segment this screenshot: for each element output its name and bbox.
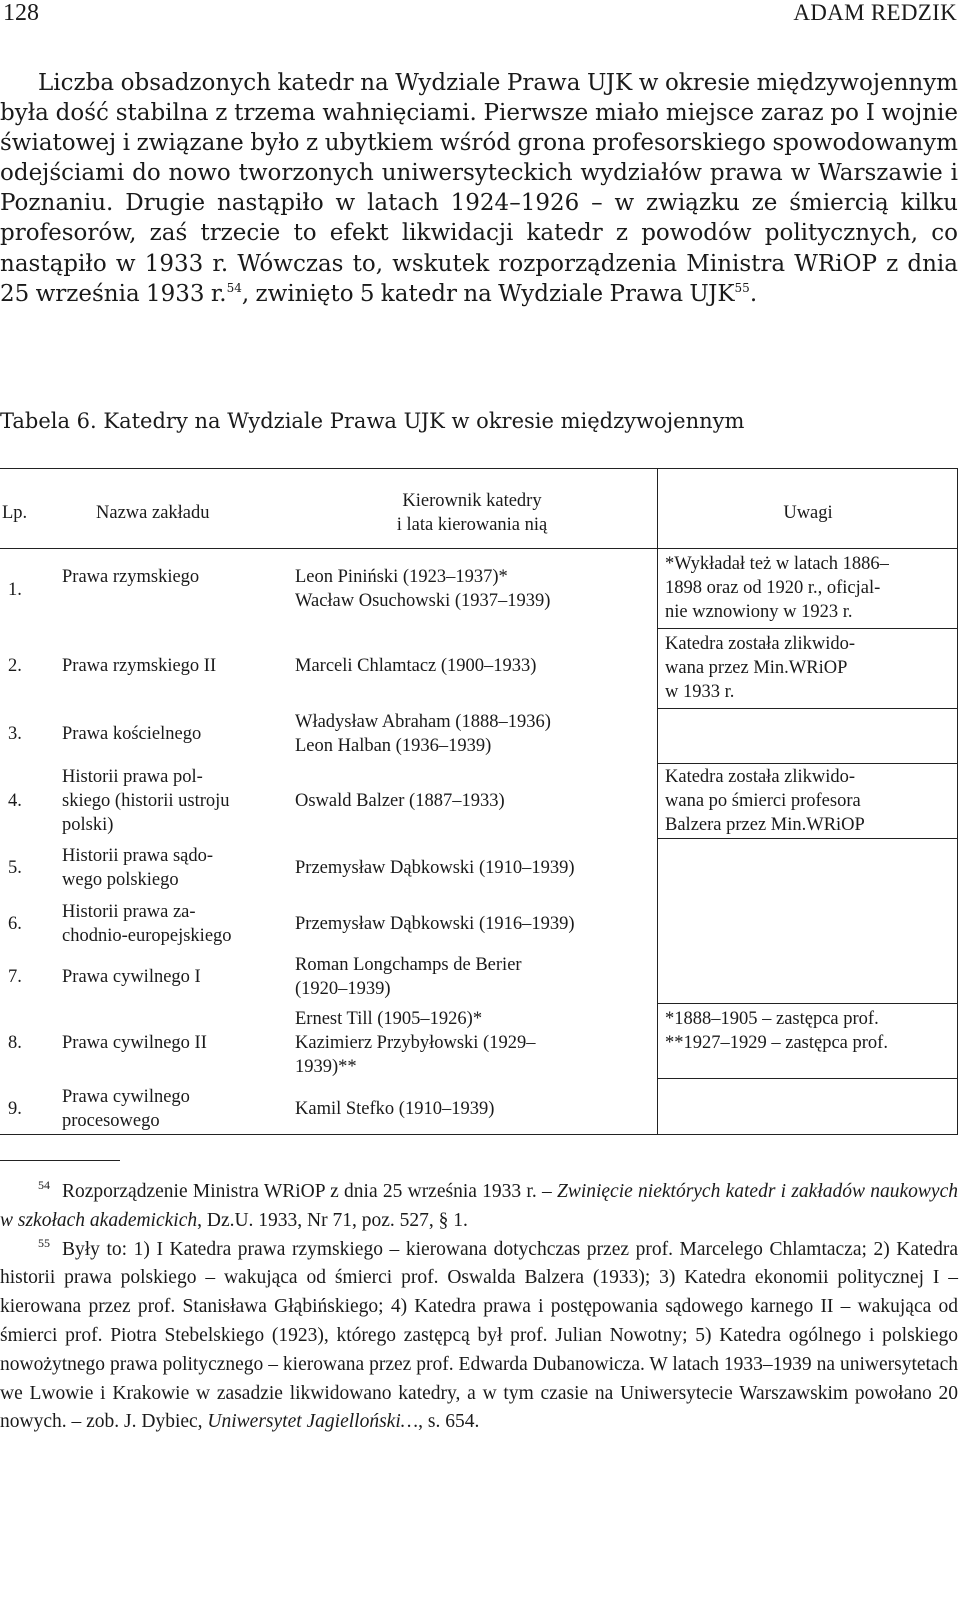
row-note: wana przez Min.WRiOP — [665, 658, 848, 678]
row-head: Władysław Abraham (1888–1936) — [295, 712, 551, 732]
footnote-text: , s. 654. — [418, 1411, 480, 1433]
row-lp: 3. — [8, 724, 22, 744]
row-lp: 1. — [8, 580, 22, 600]
header-head-line-2: i lata kierowania nią — [396, 515, 548, 535]
row-head: Ernest Till (1905–1926)* — [295, 1009, 483, 1029]
footnote-55 — [0, 1236, 958, 1438]
row-name: Prawa cywilnego II — [62, 1033, 207, 1053]
row-note: Katedra została zlikwido- — [665, 634, 856, 654]
footnotes — [0, 1178, 958, 1437]
row-lp: 4. — [8, 791, 22, 811]
row-head: Leon Piniński (1923–1937)* — [295, 567, 508, 587]
row-name: polski) — [62, 815, 114, 835]
notes-rule — [657, 628, 957, 629]
row-note: *Wykładał też w latach 1886– — [665, 554, 889, 574]
row-lp: 9. — [8, 1099, 22, 1119]
running-head: ADAM REDZIK — [793, 0, 957, 25]
footnote-54 — [0, 1178, 958, 1236]
row-head: 1939)** — [295, 1057, 357, 1077]
row-name: skiego (historii ustroju — [62, 791, 230, 811]
body-text — [0, 68, 958, 309]
row-name: chodnio-europejskiego — [62, 926, 232, 946]
notes-rule — [657, 763, 957, 764]
row-head: Wacław Osuchowski (1937–1939) — [295, 591, 551, 611]
row-lp: 5. — [8, 858, 22, 878]
header-rule — [0, 548, 958, 549]
row-lp: 2. — [8, 656, 22, 676]
row-name: Historii prawa sądo- — [62, 846, 214, 866]
row-name: procesowego — [62, 1111, 160, 1131]
notes-rule — [657, 708, 957, 709]
notes-rule — [657, 1078, 957, 1079]
row-note: w 1933 r. — [665, 682, 735, 702]
header-lp: Lp. — [2, 503, 28, 523]
page-header — [0, 0, 960, 30]
row-note: 1898 oraz od 1920 r., oficjal- — [665, 578, 881, 598]
row-name: Prawa rzymskiego — [62, 567, 200, 587]
footnote-text: Były to: 1) I Katedra prawa rzymskiego – kierowana dotychczas przez prof. Marcelego Chlamtacza; 2) Katedra historii prawa polskiego – wakująca od śmierci prof. Oswalda Balzera (1933); 3) Katedra ekonomii politycznej I – kierowana przez prof. Stanisława Głąbińskiego; 4) Katedra prawa i postępowania sądowego karnego II – wakująca od śmierci prof. Piotra Stebelskiego (1923), którego zastępcą był prof. Julian Nowotny; 5) Katedra ogólnego i polskiego nowożytnego prawa politycznego – kierowana przez prof. Edwarda Dubanowicza. W latach 1933–1939 na uniwersytetach we Lwowie i Krakowie w zasadzie likwidowano katedry, a w tym czasie na Uniwersytecie Warszawskim powołano 20 nowych. – zob. J. Dybiec, — [0, 1238, 958, 1433]
table-top-rule — [0, 468, 958, 469]
row-head: Przemysław Dąbkowski (1910–1939) — [295, 858, 575, 878]
footnote-title: Zwinięcie niektórych katedr i zakładów naukowych w szkołach akademickich — [0, 1181, 958, 1231]
row-name: Historii prawa za- — [62, 902, 196, 922]
footnote-number: 55 — [38, 1235, 50, 1250]
row-note: **1927–1929 – zastępca prof. — [665, 1033, 888, 1053]
row-lp: 8. — [8, 1033, 22, 1053]
paragraph-text-cont: , zwinięto 5 katedr na Wydziale Prawa UJK — [241, 280, 735, 307]
table-right-rule — [957, 468, 958, 1134]
footnote-ref-55[interactable]: 55 — [734, 280, 750, 295]
row-name: wego polskiego — [62, 870, 179, 890]
departments-table — [0, 468, 958, 1618]
footnote-separator — [0, 1160, 120, 1161]
row-note: nie wznowiony w 1923 r. — [665, 602, 853, 622]
notes-column-rule — [657, 468, 658, 1134]
row-head: (1920–1939) — [295, 979, 391, 999]
row-name: Prawa cywilnego I — [62, 967, 201, 987]
footnote-number: 54 — [38, 1178, 50, 1192]
row-head: Kamil Stefko (1910–1939) — [295, 1099, 495, 1119]
footnote-ref-54[interactable]: 54 — [226, 280, 242, 295]
header-notes: Uwagi — [783, 503, 833, 523]
row-lp: 7. — [8, 967, 22, 987]
page-number: 128 — [3, 0, 39, 26]
table-bottom-rule — [0, 1134, 958, 1135]
row-note: Katedra została zlikwido- — [665, 767, 856, 787]
footnote-text: Rozporządzenie Ministra WRiOP z dnia 25 września 1933 r. – — [62, 1181, 557, 1202]
footnote-title: Uniwersytet Jagielloński… — [207, 1411, 419, 1433]
footnote-text: , Dz.U. 1933, Nr 71, poz. 527, § 1. — [197, 1209, 468, 1231]
paragraph-text-end: . — [749, 280, 758, 307]
row-note: wana po śmierci profesora — [665, 791, 861, 811]
paragraph — [0, 68, 958, 309]
row-name: Historii prawa pol- — [62, 767, 203, 787]
table-caption: Tabela 6. Katedry na Wydziale Prawa UJK w okresie międzywojennym — [0, 409, 745, 433]
row-head: Roman Longchamps de Berier — [295, 955, 522, 975]
row-head: Leon Halban (1936–1939) — [295, 736, 492, 756]
notes-rule — [657, 1003, 957, 1004]
row-lp: 6. — [8, 914, 22, 934]
row-name: Prawa kościelnego — [62, 724, 202, 744]
row-head: Kazimierz Przybyłowski (1929– — [295, 1033, 536, 1053]
row-note: Balzera przez Min.WRiOP — [665, 815, 865, 835]
row-note: *1888–1905 – zastępca prof. — [665, 1009, 879, 1029]
row-head: Oswald Balzer (1887–1933) — [295, 791, 505, 811]
row-head: Przemysław Dąbkowski (1916–1939) — [295, 914, 575, 934]
header-head-line-1: Kierownik katedry — [402, 491, 542, 511]
row-head: Marceli Chlamtacz (1900–1933) — [295, 656, 537, 676]
row-name: Prawa cywilnego — [62, 1087, 190, 1107]
notes-rule — [657, 838, 957, 839]
header-name: Nazwa zakładu — [96, 503, 210, 523]
paragraph-text: Liczba obsadzonych katedr na Wydziale Prawa UJK w okresie międzywojennym była dość stabilna z trzema wahnięciami. Pierwsze miało miejsce zaraz po I wojnie światowej i związane było z ubytkiem wśród grona profesorskiego spowodowanym odejściami do nowo tworzonych uniwersyteckich wydziałów prawa w Warszawie i Poznaniu. Drugie nastąpiło w latach 1924–1926 – w związku ze śmiercią kilku profesorów, zaś trzecie to efekt likwidacji katedr z powodów politycznych, co nastąpiło w 1933 r. Wówczas to, wskutek rozporządzenia Ministra WRiOP z dnia 25 września 1933 r. — [0, 70, 958, 307]
row-name: Prawa rzymskiego II — [62, 656, 217, 676]
